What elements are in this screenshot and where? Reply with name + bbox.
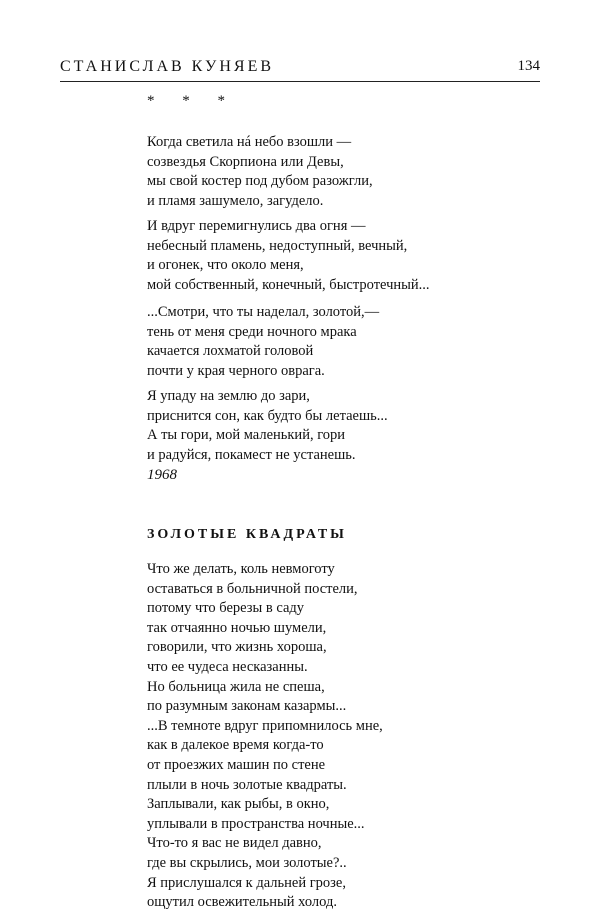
stanza <box>147 387 388 465</box>
poem-line: и огонек, что около меня, <box>147 257 304 274</box>
poem-line: плыли в ночь золотые квадраты. <box>147 776 347 793</box>
poem-line: ...В темноте вдруг припомнилось мне, <box>147 717 383 734</box>
poem-line: так отчаянно ночью шумели, <box>147 619 327 636</box>
stanza <box>147 303 379 381</box>
header-rule <box>60 81 540 82</box>
poem-line: оставаться в больничной постели, <box>147 580 358 597</box>
poem-line: ...Смотри, что ты наделал, золотой,— <box>147 304 380 320</box>
poem-line: Что-то я вас не видел давно, <box>147 835 322 852</box>
poem-line: мой собственный, конечный, быстротечный... <box>147 276 430 293</box>
poem-line: и пламя зашумело, загудело. <box>147 192 324 209</box>
poem-line: А ты гори, мой маленький, гори <box>147 427 346 444</box>
stanza <box>147 217 430 295</box>
poem-line: от проезжих машин по стене <box>147 756 326 773</box>
poem-line: и радуйся, покамест не устанешь. <box>147 446 356 463</box>
poem-line: уплывали в пространства ночные... <box>147 815 365 832</box>
poem-line: Что же делать, коль невмоготу <box>147 561 335 577</box>
poem-line: ощутил освежительный холод. <box>147 894 337 911</box>
poem-line: как в далекое время когда-то <box>147 737 324 754</box>
poem-line: Но больница жила не спеша, <box>147 678 325 695</box>
poem-line: Я упаду на землю до зари, <box>147 388 310 404</box>
running-header-author: СТАНИСЛАВ КУНЯЕВ <box>60 58 275 75</box>
poem-line: говорили, что жизнь хороша, <box>147 639 327 656</box>
poem-line: приснится сон, как будто бы летаешь... <box>147 407 388 424</box>
poem-body <box>147 560 383 913</box>
poem-line: Я прислушался к дальней грозе, <box>147 874 346 891</box>
poem-year: 1968 <box>147 467 177 483</box>
poem-line: Когда светила нá небо взошли — <box>147 134 352 150</box>
stanza <box>147 133 373 211</box>
poem-marker: * * * <box>147 93 237 109</box>
poem-line: качается лохматой головой <box>147 343 314 360</box>
poem-line: созвездья Скорпиона или Девы, <box>147 153 344 170</box>
page-number: 134 <box>517 58 540 74</box>
poem-title: ЗОЛОТЫЕ КВАДРАТЫ <box>147 527 347 542</box>
poem-line: Заплывали, как рыбы, в окно, <box>147 796 330 813</box>
poem-line: что ее чудеса несказанны. <box>147 658 308 675</box>
poem-line: по разумным законам казармы... <box>147 698 347 715</box>
poem-line: тень от меня среди ночного мрака <box>147 323 357 340</box>
poem-line: небесный пламень, недоступный, вечный, <box>147 237 408 254</box>
poem-line: мы свой костер под дубом разожгли, <box>147 173 373 190</box>
poem-line: потому что березы в саду <box>147 600 305 617</box>
poem-line: где вы скрылись, мои золотые?.. <box>147 854 347 871</box>
poem-line: И вдруг перемигнулись два огня — <box>147 218 366 234</box>
poem-line: почти у края черного оврага. <box>147 362 325 379</box>
